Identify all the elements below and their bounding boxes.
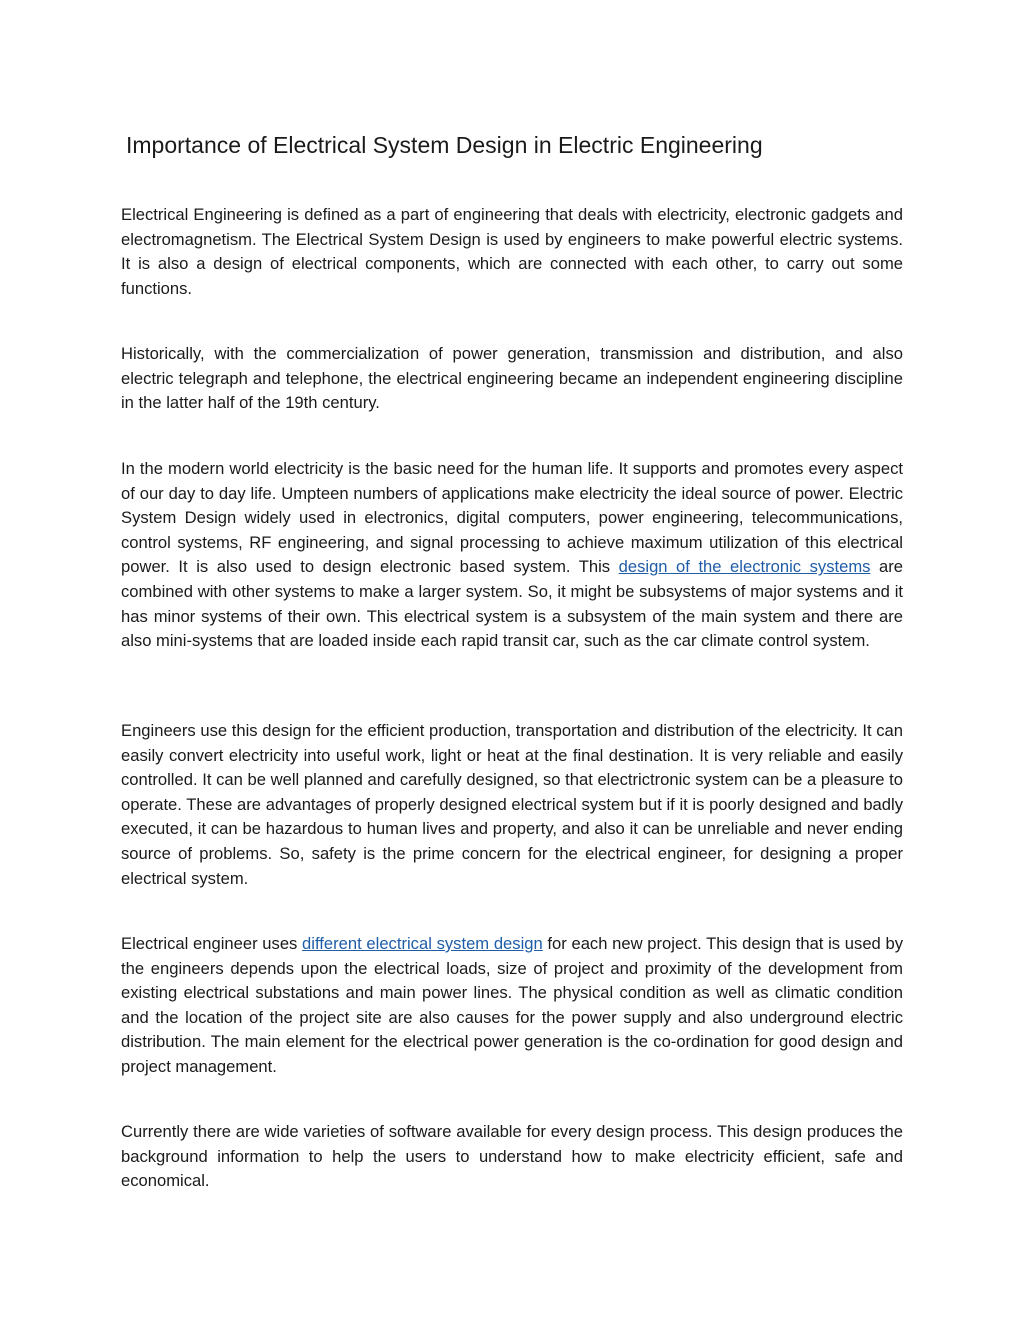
paragraph-definition: Electrical Engineering is defined as a part of engineering that deals with electricity, electronic gadgets and electromagnetism. The Electrical System Design is used by engineers to make powerful electric systems. It is also a design of electrical components, which are connected with each other, to carry out some functions. (121, 205, 903, 298)
paragraph-software: Currently there are wide varieties of software available for every design process. This design produces the background information to help the users to understand how to make electricity efficient, safe and economical. (121, 1122, 903, 1191)
paragraph-electrical-engineer-text-after-link: for each new project. This design that is used by the engineers depends upon the electrical loads, size of project and proximity of the development from existing electrical substations and main power lines. The physical condition as well as climatic condition and the location of the project site are also causes for the power supply and also underground electric distribution. The main element for the electrical power generation is the co-ordination for good design and project management. (121, 934, 903, 1076)
paragraph-modern-world-text-before-link: In the modern world electricity is the basic need for the human life. It supports and promotes every aspect of our day to day life. Umpteen numbers of applications make electricity the ideal source of power. Electric System Design widely used in electronics, digital computers, power engineering, telecommunications, control systems, RF engineering, and signal processing to achieve maximum utilization of this electrical power. It is also used to design electronic based system. This (121, 459, 903, 577)
paragraph-modern-world-text-after-link: are combined with other systems to make a larger system. So, it might be subsystems of major systems and it has minor systems of their own. This electrical system is a subsystem of the main system and there are also mini-systems that are loaded inside each rapid transit car, such as the car climate control system. (121, 557, 903, 651)
paragraph-electrical-engineer (121, 932, 903, 1080)
paragraph-electrical-engineer-text-before-link: Electrical engineer uses (121, 934, 303, 953)
document-title: Importance of Electrical System Design in Electric Engineering (126, 132, 763, 158)
link-different-electrical-system-design[interactable]: different electrical system design (302, 934, 543, 953)
paragraph-engineers-use: Engineers use this design for the efficient production, transportation and distribution of the electricity. It can easily convert electricity into useful work, light or heat at the final destination. It is very reliable and easily controlled. It can be well planned and carefully designed, so that electrictronic system can be a pleasure to operate. These are advantages of properly designed electrical system but if it is poorly designed and badly executed, it can be hazardous to human lives and property, and also it can be unreliable and never ending source of problems. So, safety is the prime concern for the electrical engineer, for designing a proper electrical system. (121, 721, 903, 888)
paragraph-history: Historically, with the commercialization of power generation, transmission and distribution, and also electric telegraph and telephone, the electrical engineering became an independent engineering discipline in the latter half of the 19th century. (121, 344, 903, 413)
paragraph-modern-world (121, 457, 903, 654)
link-design-of-electronic-systems[interactable]: design of the electronic systems (618, 557, 871, 577)
